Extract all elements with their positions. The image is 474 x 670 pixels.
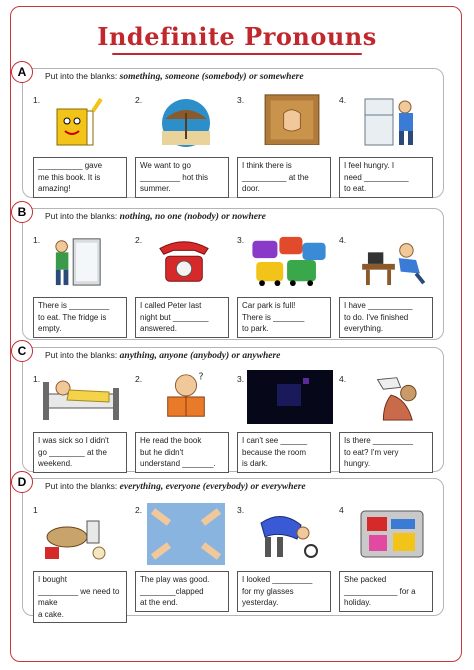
answer-box[interactable]: I called Peter last night but ________ answered. bbox=[135, 297, 229, 338]
answer-box[interactable]: We want to go _________ hot this summer. bbox=[135, 157, 229, 198]
answer-box[interactable]: I think there is __________ at the door. bbox=[237, 157, 331, 198]
item-number: 3. bbox=[237, 374, 245, 384]
section-b bbox=[17, 205, 444, 340]
svg-text:?: ? bbox=[198, 371, 204, 383]
item-number: 2. bbox=[135, 374, 143, 384]
answer-box[interactable]: He read the book but he didn't understand _______. bbox=[135, 432, 229, 473]
section-instruction: Put into the blanks: nothing, no one (nobody) or nowhere bbox=[45, 211, 266, 222]
section-letter: A bbox=[11, 61, 33, 83]
section-a bbox=[17, 65, 444, 198]
relaxing-desk-icon bbox=[357, 235, 427, 287]
item-number: 2. bbox=[135, 505, 143, 515]
telephone-icon bbox=[149, 235, 219, 287]
answer-box[interactable]: She packed ____________ for a holiday. bbox=[339, 571, 433, 612]
item-number: 3. bbox=[237, 505, 245, 515]
answer-box[interactable]: I bought _________ we need to make a cake. bbox=[33, 571, 127, 623]
item-number: 4 bbox=[339, 505, 344, 515]
item-number: 3. bbox=[237, 235, 245, 245]
baking-ingredients-icon bbox=[41, 503, 111, 561]
answer-box[interactable]: The play was good. ________clapped at the end. bbox=[135, 571, 229, 612]
item-number: 1. bbox=[33, 374, 41, 384]
answer-box[interactable]: I have __________ to do. I've finished everything. bbox=[339, 297, 433, 338]
fridge-man-icon bbox=[357, 95, 427, 147]
section-d bbox=[17, 475, 444, 619]
traffic-jam-icon bbox=[247, 235, 331, 287]
section-instruction: Put into the blanks: everything, everyone (everybody) or everywhere bbox=[45, 481, 306, 492]
item-number: 1. bbox=[33, 235, 41, 245]
answer-box[interactable]: I feel hungry. I need __________ to eat. bbox=[339, 157, 433, 198]
suitcase-icon bbox=[353, 503, 431, 563]
page-title: Indefinite Pronouns bbox=[0, 22, 474, 55]
item-number: 2. bbox=[135, 95, 143, 105]
answer-box[interactable]: __________ gave me this book. It is amazing! bbox=[33, 157, 127, 198]
hungry-dog-icon bbox=[357, 370, 427, 422]
item-number: 1. bbox=[33, 95, 41, 105]
empty-fridge-icon bbox=[43, 235, 113, 287]
section-c bbox=[17, 344, 444, 472]
sick-bed-icon bbox=[39, 368, 123, 424]
item-number: 4. bbox=[339, 374, 347, 384]
dark-room-icon bbox=[247, 370, 333, 424]
answer-box[interactable]: I can't see ______ because the room is dark. bbox=[237, 432, 331, 473]
section-letter: B bbox=[11, 201, 33, 223]
beach-umbrella-icon bbox=[151, 95, 221, 147]
searching-man-icon bbox=[251, 503, 321, 561]
knocking-door-icon bbox=[257, 93, 327, 145]
clapping-hands-icon bbox=[147, 503, 225, 565]
book-icon bbox=[41, 97, 111, 149]
item-number: 2. bbox=[135, 235, 143, 245]
answer-box[interactable]: I looked _________ for my glasses yesterday. bbox=[237, 571, 331, 612]
item-number: 4. bbox=[339, 95, 347, 105]
item-number: 3. bbox=[237, 95, 245, 105]
answer-box[interactable]: Is there _________ to eat? I'm very hungry. bbox=[339, 432, 433, 473]
section-instruction: Put into the blanks: anything, anyone (anybody) or anywhere bbox=[45, 350, 281, 361]
baby-reading-icon bbox=[151, 370, 221, 422]
section-letter: C bbox=[11, 340, 33, 362]
answer-box[interactable]: I was sick so I didn't go ________ at the weekend. bbox=[33, 432, 127, 473]
section-letter: D bbox=[11, 471, 33, 493]
item-number: 1 bbox=[33, 505, 38, 515]
section-instruction: Put into the blanks: something, someone (somebody) or somewhere bbox=[45, 71, 304, 82]
answer-box[interactable]: Car park is full! There is _______ to park. bbox=[237, 297, 331, 338]
item-number: 4. bbox=[339, 235, 347, 245]
answer-box[interactable]: There is _________ to eat. The fridge is empty. bbox=[33, 297, 127, 338]
